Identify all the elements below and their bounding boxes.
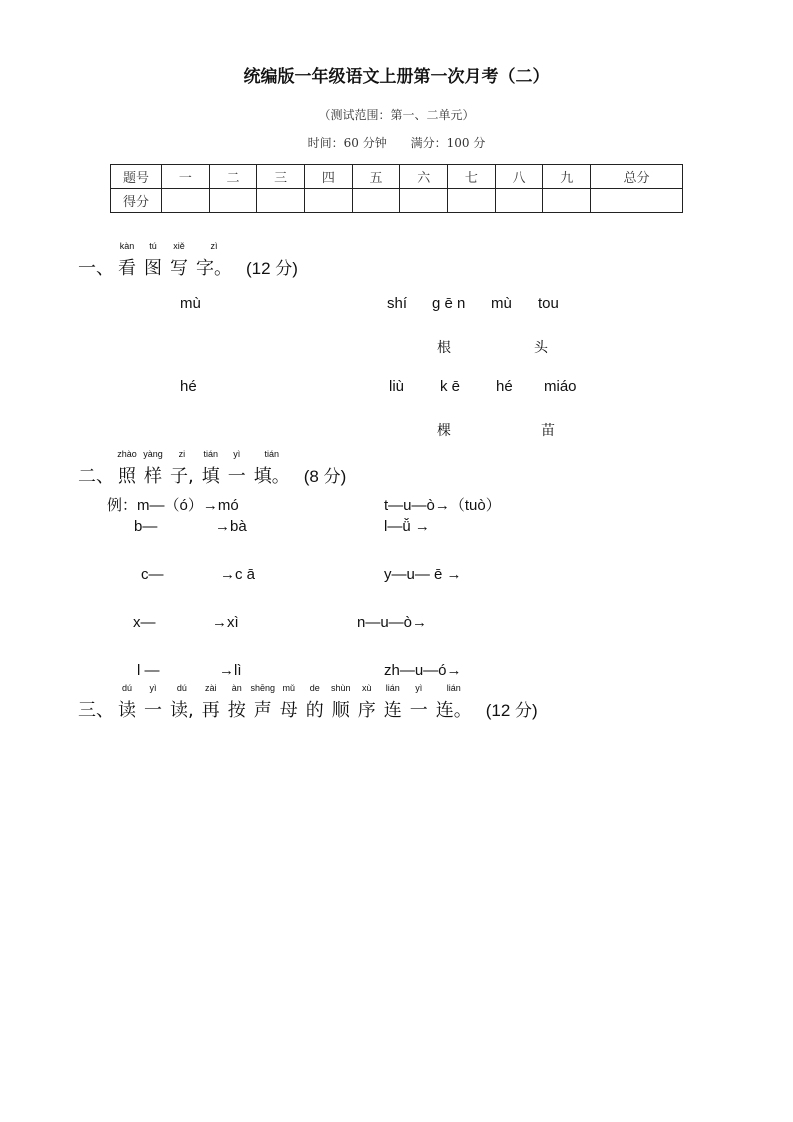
ruby-char <box>435 683 472 722</box>
hanzi: 样 <box>144 466 162 487</box>
pinyin: tián <box>203 449 218 459</box>
score-input-cell[interactable] <box>400 189 448 213</box>
pinyin-shi: shí <box>387 295 408 312</box>
pinyin: shēng <box>250 683 275 693</box>
ruby-char <box>383 683 402 722</box>
pinyin: zì <box>210 241 218 251</box>
ruby-char <box>170 241 188 280</box>
pinyin-liu: liù <box>389 378 405 395</box>
score-cell: 题号 <box>111 165 162 189</box>
score-cell: 五 <box>352 165 400 189</box>
hanzi: 看 <box>118 258 136 279</box>
pinyin: lián <box>446 683 461 693</box>
hanzi: 序 <box>357 700 376 721</box>
score-input-cell[interactable] <box>305 189 353 213</box>
pinyin: shùn <box>330 683 351 693</box>
score-cell: 一 <box>162 165 210 189</box>
fill-c-result: →c ā <box>220 566 256 583</box>
ruby-char <box>201 449 220 488</box>
hanzi: 读, <box>170 700 194 721</box>
ruby-char <box>144 683 162 722</box>
ruby-char <box>143 449 163 488</box>
pinyin-miao: miáo <box>544 378 577 395</box>
hanzi: 母 <box>279 700 298 721</box>
pinyin-tou: tou <box>538 295 559 312</box>
ruby-char <box>118 683 136 722</box>
hanzi: 图 <box>144 258 162 279</box>
hanzi: 一 <box>144 700 162 721</box>
pinyin: yì <box>149 683 157 693</box>
section-points: (8 分) <box>303 467 347 486</box>
score-cell: 六 <box>400 165 448 189</box>
score-input-cell[interactable] <box>591 189 683 213</box>
score-table-header-row <box>111 165 683 189</box>
hanzi: 照 <box>118 466 136 487</box>
ruby-char <box>170 683 194 722</box>
fill-x-prefix: x— <box>133 614 156 631</box>
fill-nuo: n—u—ò→ <box>357 614 428 631</box>
exam-full-score: 满分：100 分 <box>410 136 486 150</box>
pinyin: tián <box>264 449 279 459</box>
score-input-cell[interactable] <box>162 189 210 213</box>
hanzi: 顺 <box>331 700 350 721</box>
pinyin: xiě <box>173 241 185 251</box>
pinyin: zài <box>204 683 217 693</box>
score-cell: 总分 <box>591 165 683 189</box>
ruby-char <box>201 683 220 722</box>
pinyin: yì <box>415 683 423 693</box>
ruby-char <box>409 683 428 722</box>
pinyin-he: hé <box>180 378 197 395</box>
page-title: 统编版一年级语文上册第一次月考（二） <box>243 67 550 87</box>
hanzi: 字。 <box>196 258 232 279</box>
exam-time: 时间：60 分钟 <box>307 136 387 150</box>
fill-b-result: →bà <box>215 518 247 535</box>
ruby-char <box>357 683 376 722</box>
section1-heading <box>78 241 298 280</box>
score-input-cell[interactable] <box>543 189 591 213</box>
score-input-cell[interactable] <box>209 189 257 213</box>
section-points: (12 分) <box>485 701 538 720</box>
hanzi: 连。 <box>435 700 472 721</box>
section-number: 三、 <box>78 700 114 721</box>
score-cell: 二 <box>209 165 257 189</box>
fill-l-prefix: l — <box>137 662 160 679</box>
fill-x-result: →xì <box>212 614 239 631</box>
hanzi: 的 <box>305 700 324 721</box>
score-cell: 三 <box>257 165 305 189</box>
ruby-char <box>118 241 136 280</box>
pinyin: tú <box>149 241 157 251</box>
pinyin: àn <box>231 683 242 693</box>
hanzi: 一 <box>227 466 246 487</box>
score-cell: 得分 <box>111 189 162 213</box>
hanzi: 一 <box>409 700 428 721</box>
ruby-char <box>117 449 137 488</box>
score-cell: 四 <box>305 165 353 189</box>
ruby-char <box>227 449 246 488</box>
pinyin: mǔ <box>282 683 295 693</box>
score-cell: 九 <box>543 165 591 189</box>
pinyin-mu2: mù <box>491 295 512 312</box>
ruby-char <box>305 683 324 722</box>
score-table-score-row <box>111 189 683 213</box>
ruby-char <box>196 241 232 280</box>
pinyin-ke: k ē <box>440 378 461 395</box>
pinyin-mu: mù <box>180 295 201 312</box>
ruby-char <box>170 449 194 488</box>
hanzi: 写 <box>170 258 188 279</box>
ruby-char <box>279 683 298 722</box>
test-scope: （测试范围：第一、二单元） <box>318 108 475 122</box>
pinyin: yì <box>233 449 241 459</box>
pinyin: zi <box>178 449 186 459</box>
pinyin: de <box>309 683 320 693</box>
hanzi: 声 <box>253 700 272 721</box>
score-cell: 八 <box>495 165 543 189</box>
hanzi-ke: 棵 <box>437 423 451 439</box>
hanzi: 子, <box>170 466 194 487</box>
score-input-cell[interactable] <box>495 189 543 213</box>
fill-l-result: →lì <box>219 662 242 679</box>
hanzi-miao: 苗 <box>541 423 555 439</box>
ruby-char <box>144 241 162 280</box>
example-right: t—u—ò→（tuò） <box>384 497 501 514</box>
hanzi: 填 <box>201 466 220 487</box>
hanzi: 填。 <box>253 466 290 487</box>
hanzi: 按 <box>227 700 246 721</box>
hanzi: 读 <box>118 700 136 721</box>
hanzi: 连 <box>383 700 402 721</box>
exam-meta <box>0 134 793 151</box>
fill-b-prefix: b— <box>134 518 158 535</box>
score-input-cell[interactable] <box>257 189 305 213</box>
hanzi-tou: 头 <box>534 340 548 356</box>
score-input-cell[interactable] <box>448 189 496 213</box>
section3-heading <box>78 683 538 722</box>
fill-zhuo: zh—u—ó→ <box>384 662 462 679</box>
pinyin: lián <box>385 683 400 693</box>
hanzi: 再 <box>201 700 220 721</box>
fill-yue: y—u— ē → <box>384 566 462 583</box>
pinyin-he2: hé <box>496 378 513 395</box>
section2-heading <box>78 449 347 488</box>
ruby-char <box>227 683 246 722</box>
hanzi-gen: 根 <box>437 340 451 356</box>
pinyin: kàn <box>119 241 135 251</box>
ruby-char <box>330 683 351 722</box>
pinyin: yàng <box>143 449 163 459</box>
ruby-char <box>253 449 290 488</box>
section-number: 二、 <box>78 466 114 487</box>
fill-c-prefix: c— <box>141 566 164 583</box>
ruby-char <box>250 683 275 722</box>
fill-lv: l—ǚ → <box>384 518 430 535</box>
section-points: (12 分) <box>246 259 298 278</box>
pinyin-gen: g ē n <box>432 295 466 312</box>
pinyin: dú <box>176 683 187 693</box>
score-input-cell[interactable] <box>352 189 400 213</box>
pinyin: dú <box>121 683 133 693</box>
pinyin: xù <box>361 683 372 693</box>
pinyin: zhào <box>117 449 137 459</box>
score-table <box>110 164 683 213</box>
section-number: 一、 <box>78 258 114 279</box>
score-cell: 七 <box>448 165 496 189</box>
example-left: 例：m—（ó）→mó <box>107 497 239 514</box>
